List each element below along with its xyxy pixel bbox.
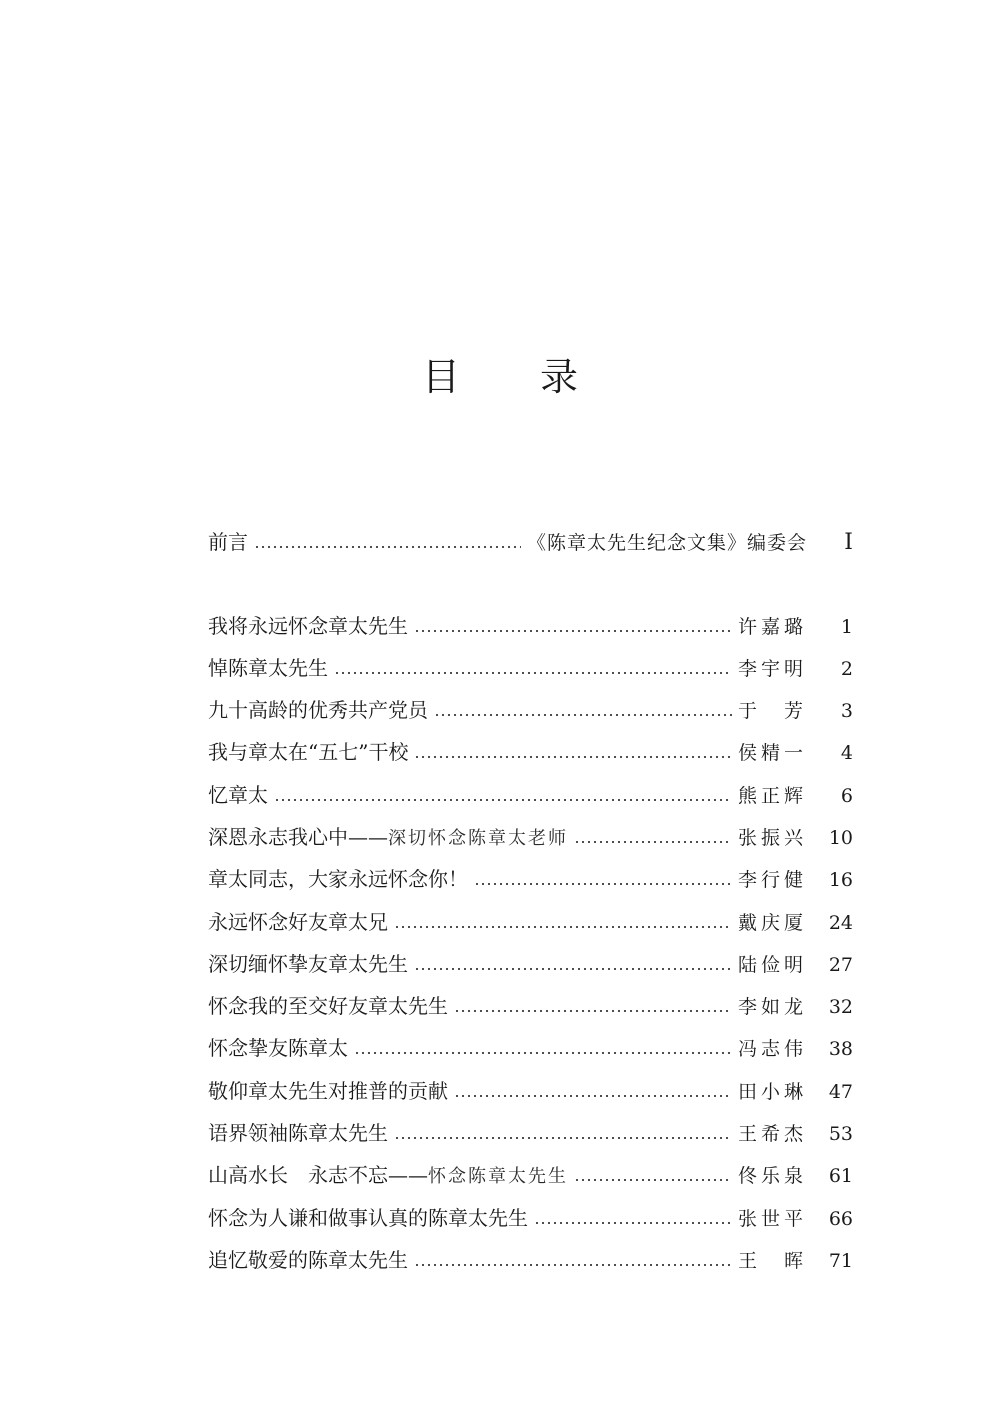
- entry-author: 张振兴: [737, 827, 807, 849]
- entry-page-number: 38: [828, 1038, 853, 1060]
- dot-leader: [394, 926, 732, 928]
- entry-page-number: 24: [828, 912, 853, 934]
- entry-page-number: 4: [840, 742, 853, 764]
- entry-page-number: 10: [828, 827, 853, 849]
- entry-page-number: 32: [828, 996, 853, 1018]
- toc-entry-preface[interactable]: [208, 528, 853, 558]
- entry-page-number: 47: [828, 1081, 853, 1103]
- entry-title: [208, 907, 388, 939]
- entry-page-number: 3: [840, 700, 853, 722]
- entry-title: [208, 653, 328, 685]
- entry-title: [208, 991, 448, 1023]
- dot-leader: [274, 799, 732, 801]
- entry-title: [208, 1203, 528, 1235]
- toc-entry[interactable]: [208, 1246, 853, 1276]
- entry-title: [208, 822, 568, 854]
- entry-page-number: 66: [828, 1208, 853, 1230]
- toc-entry[interactable]: [208, 1119, 853, 1149]
- toc-entries: [208, 0, 853, 1403]
- entry-title: [208, 780, 268, 812]
- dot-leader: [354, 1052, 732, 1054]
- entry-title-text: 山高水长 永志不忘——: [208, 1163, 428, 1187]
- dot-leader: [254, 546, 521, 548]
- entry-title: [208, 864, 468, 896]
- toc-entry[interactable]: [208, 1034, 853, 1064]
- entry-title: [208, 527, 248, 559]
- entry-author: 熊正辉: [737, 785, 807, 807]
- entry-title: [208, 1160, 568, 1192]
- toc-entry[interactable]: [208, 823, 853, 853]
- toc-entry[interactable]: [208, 1204, 853, 1234]
- toc-entry[interactable]: [208, 950, 853, 980]
- entry-author: 张世平: [737, 1208, 807, 1230]
- entry-author: 田小琳: [737, 1081, 807, 1103]
- entry-title: [208, 611, 408, 643]
- entry-page-number: 71: [828, 1250, 853, 1272]
- dot-leader: [414, 630, 732, 632]
- entry-page-number: 16: [828, 869, 853, 891]
- toc-entry[interactable]: [208, 1077, 853, 1107]
- entry-title: [208, 1245, 408, 1277]
- dot-leader: [334, 672, 732, 674]
- dot-leader: [414, 968, 732, 970]
- entry-author: 李宇明: [737, 658, 807, 680]
- toc-entry[interactable]: [208, 696, 853, 726]
- dot-leader: [574, 841, 732, 843]
- toc-entry[interactable]: [208, 781, 853, 811]
- entry-author: 许嘉璐: [737, 616, 807, 638]
- entry-title-text: 我将永远怀念章太先生: [208, 614, 408, 638]
- entry-title-text: 追忆敬爱的陈章太先生: [208, 1248, 408, 1272]
- dot-leader: [454, 1095, 732, 1097]
- toc-entry[interactable]: [208, 908, 853, 938]
- entry-author: 李行健: [737, 869, 807, 891]
- entry-author: 王希杰: [737, 1123, 807, 1145]
- entry-title-text: 九十高龄的优秀共产党员: [208, 698, 428, 722]
- entry-page-number: 27: [828, 954, 853, 976]
- entry-title-text: 怀念为人谦和做事认真的陈章太先生: [208, 1206, 528, 1230]
- entry-title-text: 怀念挚友陈章太: [208, 1036, 348, 1060]
- entry-title-text: 悼陈章太先生: [208, 656, 328, 680]
- entry-author: 陆俭明: [737, 954, 807, 976]
- entry-page-number: 6: [840, 785, 853, 807]
- entry-subtitle: 怀念陈章太先生: [428, 1166, 568, 1187]
- entry-page-number: I: [844, 530, 853, 555]
- toc-entry[interactable]: [208, 612, 853, 642]
- entry-author: 侯精一: [737, 742, 807, 764]
- entry-page-number: 61: [828, 1165, 853, 1187]
- entry-title-text: 前言: [208, 530, 248, 554]
- entry-title-text: 深恩永志我心中——: [208, 825, 388, 849]
- entry-author: 李如龙: [737, 996, 807, 1018]
- entry-title-text: 章太同志，大家永远怀念你！: [208, 867, 468, 891]
- dot-leader: [534, 1222, 732, 1224]
- toc-entry[interactable]: [208, 865, 853, 895]
- entry-title: [208, 949, 408, 981]
- dot-leader: [574, 1179, 732, 1181]
- toc-entry[interactable]: [208, 1161, 853, 1191]
- entry-title-text: 敬仰章太先生对推普的贡献: [208, 1079, 448, 1103]
- dot-leader: [414, 1264, 732, 1266]
- entry-author: 于 芳: [737, 700, 807, 722]
- entry-title: [208, 1118, 388, 1150]
- entry-page-number: 53: [828, 1123, 853, 1145]
- entry-author: 冯志伟: [737, 1038, 807, 1060]
- entry-page-number: 1: [840, 616, 853, 638]
- dot-leader: [414, 756, 732, 758]
- entry-title: [208, 695, 428, 727]
- entry-page-number: 2: [840, 658, 853, 680]
- toc-entry[interactable]: [208, 992, 853, 1022]
- entry-author: 戴庆厦: [737, 912, 807, 934]
- entry-author: 佟乐泉: [737, 1165, 807, 1187]
- toc-entry[interactable]: [208, 654, 853, 684]
- entry-title-text: 永远怀念好友章太兄: [208, 910, 388, 934]
- dot-leader: [434, 714, 732, 716]
- entry-title-text: 忆章太: [208, 783, 268, 807]
- entry-author: 《陈章太先生纪念文集》编委会: [526, 532, 807, 554]
- entry-author: 王 晖: [737, 1250, 807, 1272]
- entry-title: [208, 1033, 348, 1065]
- dot-leader: [454, 1010, 732, 1012]
- entry-title-text: 怀念我的至交好友章太先生: [208, 994, 448, 1018]
- entry-title-text: 语界领袖陈章太先生: [208, 1121, 388, 1145]
- dot-leader: [394, 1137, 732, 1139]
- entry-title: [208, 1076, 448, 1108]
- entry-title: [208, 737, 408, 769]
- entry-subtitle: 深切怀念陈章太老师: [388, 828, 568, 849]
- entry-title-text: 我与章太在“五七”干校: [208, 740, 409, 764]
- toc-entry[interactable]: [208, 738, 853, 768]
- toc-heading: 目录: [421, 355, 658, 399]
- dot-leader: [474, 883, 732, 885]
- entry-title-text: 深切缅怀挚友章太先生: [208, 952, 408, 976]
